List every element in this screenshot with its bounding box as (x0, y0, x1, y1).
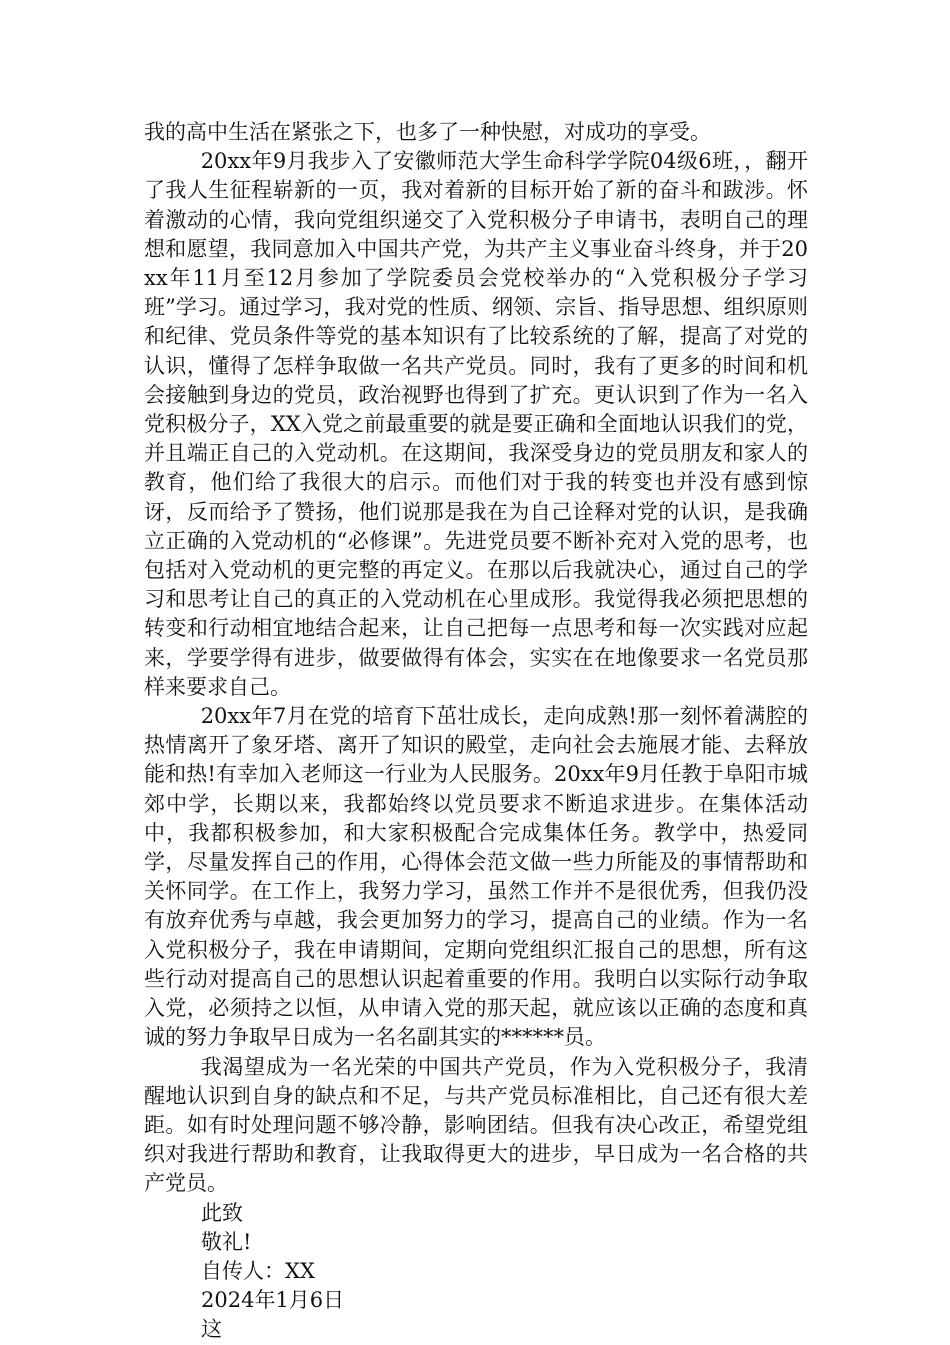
closing-regards: 敬礼! (201, 1229, 252, 1254)
document-page (144, 118, 808, 1345)
paragraph-2: 20xx年9月我步入了安徽师范大学生命科学学院04级6班，，翻开了我人生征程崭新的一页，我对着新的目标开始了新的奋斗和跋涉。怀着激动的心情，我向党组织递交了入党积极分子申请书，表明自己的理想和愿望，我同意加入中国共产党，为共产主义事业奋斗终身，并于20xx年11月至12月参加了学院委员会党校举办的“入党积极分子学习班”学习。通过学习，我对党的性质、纲领、宗旨、指导思想、组织原则和纪律、党员条件等党的基本知识有了比较系统的了解，提高了对党的认识，懂得了怎样争取做一名共产党员。同时，我有了更多的时间和机会接触到身边的党员，政治视野也得到了扩充。更认识到了作为一名入党积极分子，XX入党之前最重要的就是要正确和全面地认识我们的党，并且端正自己的入党动机。在这期间，我深受身边的党员朋友和家人的教育，他们给了我很大的启示。而他们对于我的转变也并没有感到惊讶，反而给予了赞扬，他们说那是我在为自己诠释对党的认识，是我确立正确的入党动机的“必修课”。先进党员要不断补充对入党的思考，也包括对入党动机的更完整的再定义。在那以后我就决心，通过自己的学习和思考让自己的真正的入党动机在心里成形。我觉得我必须把思想的转变和行动相宜地结合起来，让自己把每一点思考和每一次实践对应起来，学要学得有进步，做要做得有体会，实实在在地像要求一名党员那样来要求自己。 (144, 149, 808, 699)
closing-salutation: 此致 (201, 1200, 243, 1225)
document-date: 2024年1月6日 (201, 1288, 345, 1313)
paragraph-1: 我的高中生活在紧张之下，也多了一种快慰，对成功的享受。 (144, 120, 711, 144)
trailing-text: 这 (201, 1317, 222, 1342)
paragraph-3: 20xx年7月在党的培育下茁壮成长，走向成熟!那一刻怀着满腔的热情离开了象牙塔、离开了知识的殿堂，走向社会去施展才能、去释放能和热!有幸加入老师这一行业为人民服务。20xx年9月任教于阜阳市城郊中学，长期以来，我都始终以党员要求不断追求进步。在集体活动中，我都积极参加，和大家积极配合完成集体任务。教学中，热爱同学，尽量发挥自己的作用，心得体会范文做一些力所能及的事情帮助和关怀同学。在工作上，我努力学习，虽然工作并不是很优秀，但我仍没有放弃优秀与卓越，我会更加努力的学习，提高自己的业绩。作为一名入党积极分子，我在申请期间，定期向党组织汇报自己的思想，所有这些行动对提高自己的思想认识起着重要的作用。我明白以实际行动争取入党，必须持之以恒，从申请入党的那天起，就应该以正确的态度和真诚的努力争取早日成为一名名副其实的******员。 (144, 704, 808, 1050)
paragraph-4: 我渴望成为一名光荣的中国共产党员，作为入党积极分子，我清醒地认识到自身的缺点和不足，与共产党员标准相比，自己还有很大差距。如有时处理问题不够冷静，影响团结。但我有决心改正，希望党组织对我进行帮助和教育，让我取得更大的进步，早日成为一名合格的共产党员。 (144, 1054, 808, 1196)
author-signature: 自传人：XX (201, 1258, 315, 1283)
